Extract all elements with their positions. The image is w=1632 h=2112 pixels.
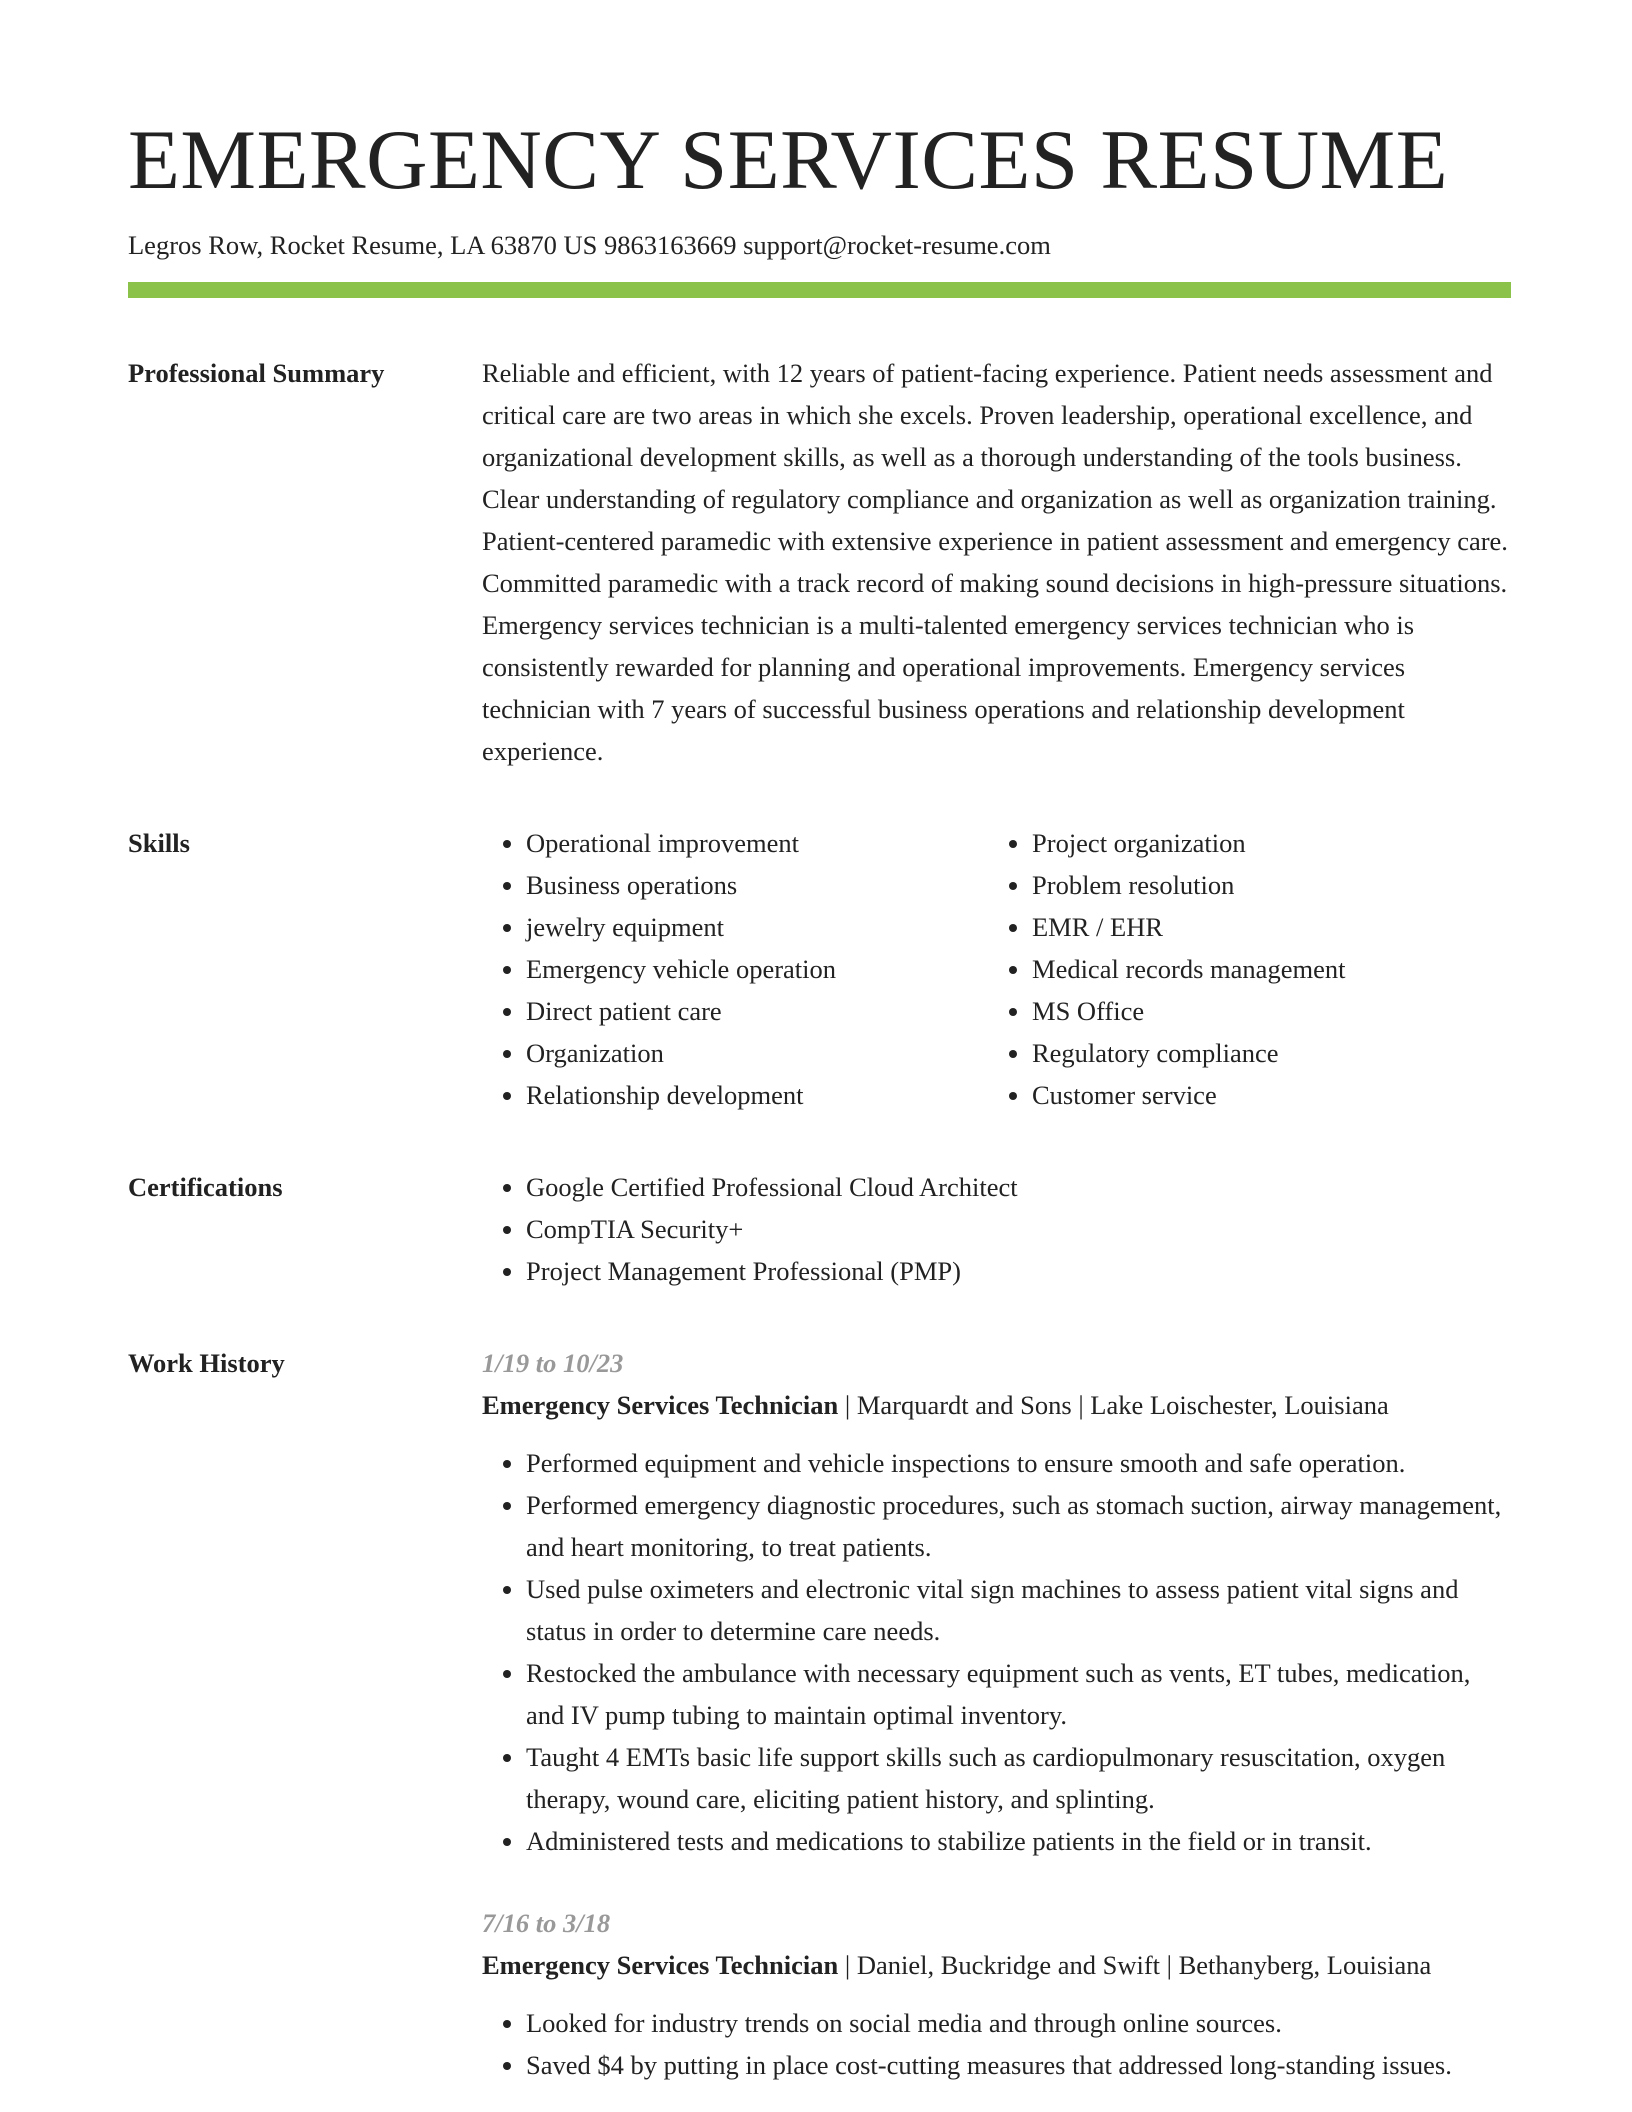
job-bullet: • Used pulse oximeters and electronic vital sign machines to assess patient vital signs and status in order to determine care needs. (526, 1568, 1511, 1652)
skills-column-left (482, 822, 988, 1116)
separator: | (1071, 1389, 1091, 1420)
resume-title: EMERGENCY SERVICES RESUME (128, 113, 1449, 207)
job-dates: 1/19 to 10/23 (482, 1347, 624, 1378)
skill-item: • Emergency vehicle operation (526, 948, 988, 990)
job-bullet: • Taught 4 EMTs basic life support skills such as cardiopulmonary resuscitation, oxygen therapy, wound care, eliciting patient history, and splinting. (526, 1736, 1511, 1820)
section-label-work-history: Work History (128, 1347, 285, 1378)
job-heading (482, 1384, 1511, 1426)
skill-item: • Project organization (1032, 822, 1494, 864)
skills-body (482, 822, 1511, 1116)
skill-item: • Regulatory compliance (1032, 1032, 1494, 1074)
skill-item: • EMR / EHR (1032, 906, 1494, 948)
separator: | (838, 1389, 857, 1420)
job-location: Lake Loischester, Louisiana (1090, 1389, 1389, 1420)
job-location: Bethanyberg, Louisiana (1178, 1949, 1432, 1980)
job-title: Emergency Services Technician (482, 1389, 839, 1420)
job-dates: 7/16 to 3/18 (482, 1907, 611, 1938)
skill-item: • Problem resolution (1032, 864, 1494, 906)
accent-divider (128, 282, 1511, 298)
section-label-summary: Professional Summary (128, 357, 385, 388)
certification-item: • Google Certified Professional Cloud Architect (526, 1166, 1511, 1208)
section-label-certifications: Certifications (128, 1171, 283, 1202)
skills-list-right (988, 822, 1494, 1116)
skill-item: • jewelry equipment (526, 906, 988, 948)
job-bullet: • Restocked the ambulance with necessary equipment such as vents, ET tubes, medication, and IV pump tubing to maintain optimal inventory. (526, 1652, 1511, 1736)
skills-column-right (988, 822, 1494, 1116)
certification-item: • CompTIA Security+ (526, 1208, 1511, 1250)
skill-item: • Operational improvement (526, 822, 988, 864)
separator: | (838, 1949, 857, 1980)
summary-section (128, 352, 1511, 772)
job-title: Emergency Services Technician (482, 1949, 839, 1980)
skill-item: • Medical records management (1032, 948, 1494, 990)
work-history-section (128, 1342, 1511, 2086)
skill-item: • MS Office (1032, 990, 1494, 1032)
job-bullet: • Performed equipment and vehicle inspections to ensure smooth and safe operation. (526, 1442, 1511, 1484)
certification-item: • Project Management Professional (PMP) (526, 1250, 1511, 1292)
job-company: Daniel, Buckridge and Swift (856, 1949, 1161, 1980)
job-entry (482, 1902, 1511, 2086)
resume-page (128, 0, 1511, 2086)
summary-body (482, 352, 1511, 772)
job-entry (482, 1342, 1511, 1862)
job-company: Marquardt and Sons (856, 1389, 1072, 1420)
work-history-body (482, 1342, 1511, 2086)
job-bullets (482, 2002, 1511, 2086)
skills-section (128, 822, 1511, 1116)
separator: | (1160, 1949, 1179, 1980)
job-bullet: • Administered tests and medications to stabilize patients in the field or in transit. (526, 1820, 1511, 1862)
skill-item: • Relationship development (526, 1074, 988, 1116)
job-bullets (482, 1442, 1511, 1862)
skills-list-left (482, 822, 988, 1116)
section-label-skills: Skills (128, 827, 190, 858)
skill-item: • Business operations (526, 864, 988, 906)
skill-item: • Customer service (1032, 1074, 1494, 1116)
contact-line: Legros Row, Rocket Resume, LA 63870 US 9863163669 support@rocket-resume.com (128, 230, 1051, 260)
skills-columns (482, 822, 1511, 1116)
certifications-list (482, 1166, 1511, 1292)
summary-text: Reliable and efficient, with 12 years of patient-facing experience. Patient needs assessment and critical care are two areas in which she excels. Proven leadership, operational excellence, and organizational development skills, as well as a thorough understanding of the tools business. Clear understanding of regulatory compliance and organization as well as organization training. Patient-centered paramedic with extensive experience in patient assessment and emergency care. Committed paramedic with a track record of making sound decisions in high-pressure situations. Emergency services technician is a multi-talented emergency services technician who is consistently rewarded for planning and operational improvements. Emergency services technician with 7 years of successful business operations and relationship development experience. (482, 357, 1508, 766)
job-heading (482, 1944, 1511, 1986)
job-bullet: • Saved $4 by putting in place cost-cutting measures that addressed long-standing issues. (526, 2044, 1511, 2086)
skill-item: • Organization (526, 1032, 988, 1074)
job-bullet: • Performed emergency diagnostic procedures, such as stomach suction, airway management, and heart monitoring, to treat patients. (526, 1484, 1511, 1568)
certifications-body (482, 1166, 1511, 1292)
skill-item: • Direct patient care (526, 990, 988, 1032)
certifications-section (128, 1166, 1511, 1292)
job-bullet: • Looked for industry trends on social media and through online sources. (526, 2002, 1511, 2044)
